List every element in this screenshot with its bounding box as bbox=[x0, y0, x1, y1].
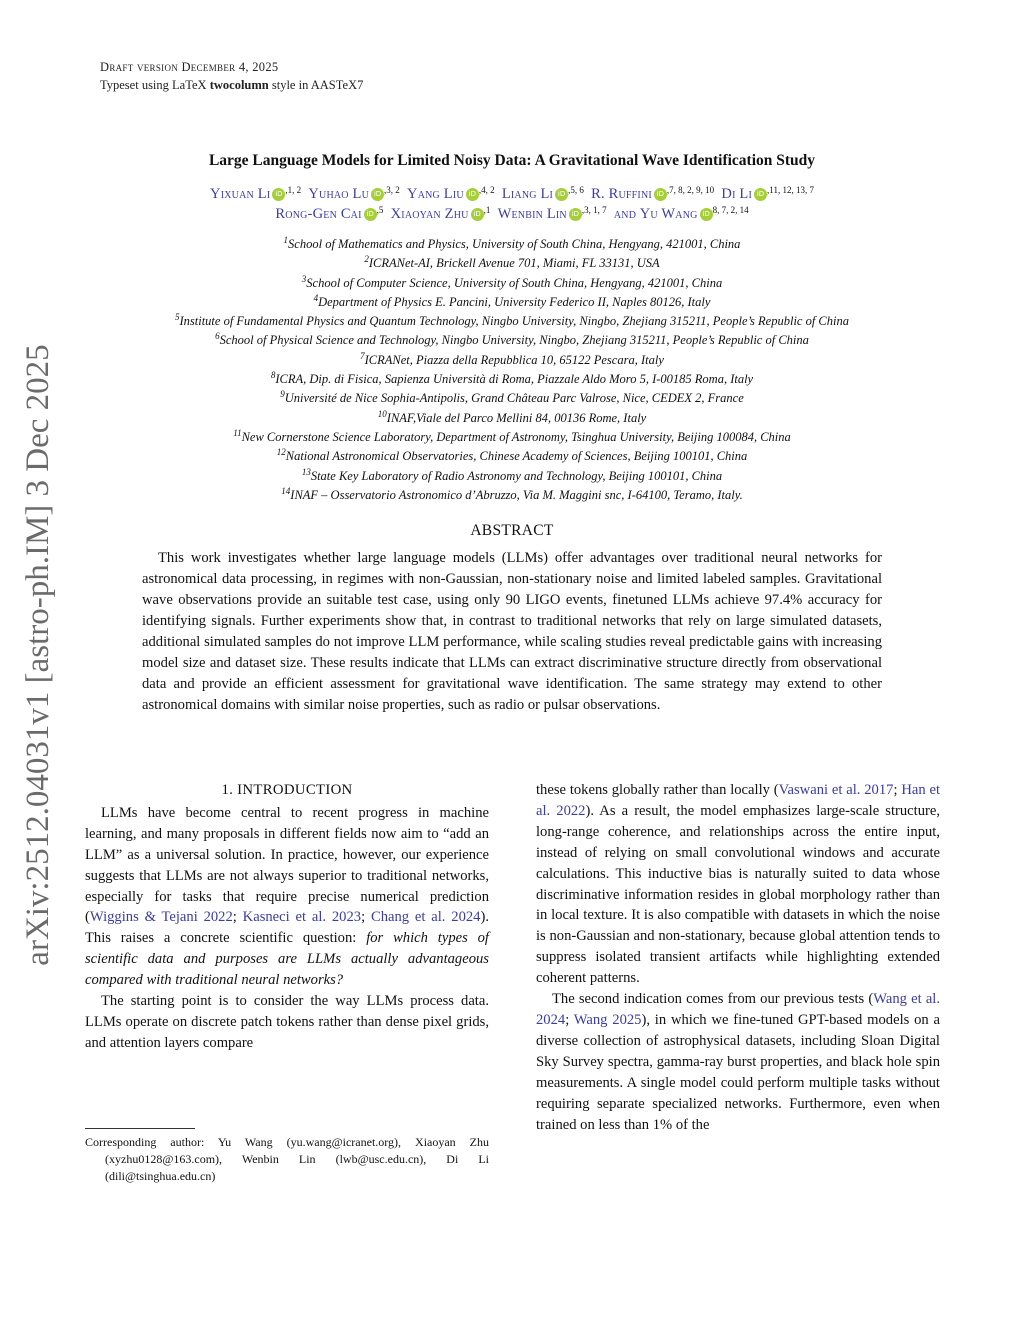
orcid-icon[interactable]: iD bbox=[466, 188, 479, 201]
orcid-icon[interactable]: iD bbox=[700, 208, 713, 221]
author-name[interactable]: Yang Liu bbox=[407, 186, 464, 202]
affiliation-number: 10 bbox=[377, 408, 387, 419]
author-affil-sup: ,5 bbox=[376, 205, 384, 215]
affiliation-text: Institute of Fundamental Physics and Quantum Technology, Ningbo University, Ningbo, Zhejiang 315211, People’s Republic of China bbox=[179, 314, 849, 329]
typeset-style: twocolumn bbox=[209, 78, 269, 92]
author-name[interactable]: Xiaoyan Zhu bbox=[390, 206, 469, 222]
affiliation bbox=[60, 409, 964, 428]
intro-paragraph-1 bbox=[85, 803, 489, 991]
abstract-text: This work investigates whether large language models (LLMs) offer advantages over traditional neural networks for astronomical data processing, in regimes with non-Gaussian, non-stationary noise and limited labeled samples. Gravitational wave observations provide an suitable test case, using only 90 LIGO events, finetuned LLMs achieve 97.4% accuracy for identifying signals. Further experiments show that, in contrast to traditional networks that rely on large simulated datasets, additional simulated samples do not improve LLM performance, while scaling studies reveal predictable gains with increasing model size and dataset size. These results indicate that LLMs can extract discriminative structure directly from observational data and provide an efficient assessment for gravitational wave identification. The same strategy may extend to other astronomical domains with similar noise properties, such as radio or pulsar observations. bbox=[142, 550, 882, 713]
affiliation-text: National Astronomical Observatories, Chinese Academy of Sciences, Beijing 100101, China bbox=[285, 449, 748, 464]
paragraph-text: these tokens globally rather than locally ( bbox=[536, 782, 779, 798]
affiliation-number: 14 bbox=[281, 485, 291, 496]
intro-paragraph-4 bbox=[536, 989, 940, 1135]
author-name[interactable]: Rong-Gen Cai bbox=[275, 206, 362, 222]
affiliation-text: INAF – Osservatorio Astronomico d’Abruzzo, Via M. Maggini snc, I-64100, Teramo, Italy. bbox=[290, 487, 743, 502]
affiliation-text: New Cornerstone Science Laboratory, Department of Astronomy, Tsinghua University, Beijing 100084, China bbox=[241, 429, 791, 444]
affiliation-text: School of Computer Science, University of South China, Hengyang, 421001, China bbox=[306, 275, 723, 290]
affiliation-number: 12 bbox=[276, 447, 286, 458]
affiliation-text: ICRANet-AI, Brickell Avenue 701, Miami, FL 33131, USA bbox=[368, 256, 660, 271]
author-affil-sup: ,11, 12, 13, 7 bbox=[767, 185, 814, 195]
affiliation-text: School of Mathematics and Physics, University of South China, Hengyang, 421001, China bbox=[288, 237, 741, 251]
affiliation-number: 5 bbox=[174, 312, 180, 323]
footnote-rule bbox=[85, 1128, 195, 1129]
draft-header bbox=[100, 58, 363, 94]
orcid-icon[interactable]: iD bbox=[555, 188, 568, 201]
paragraph-text: The second indication comes from our previous tests ( bbox=[552, 991, 874, 1008]
abstract-heading: ABSTRACT bbox=[470, 522, 554, 539]
author-affil-sup: ,3, 2 bbox=[384, 185, 400, 195]
affiliation bbox=[60, 274, 964, 293]
affiliation-number: 1 bbox=[283, 235, 289, 245]
paragraph-text: ). As a result, the model emphasizes large-scale structure, long-range coherence, and relationships across the entire input, instead of relying on small convolutional windows and accurate calculations. This inductive bias is naturally suited to data whose discriminative information resides in global morphology rather than in local texture. It is also compatible with datasets in which the noise is non-Gaussian and non-stationary, because global attention tends to suppress isolated transient artifacts while highlighting extended coherent patterns. bbox=[536, 802, 940, 987]
typeset-suffix: style in AASTeX7 bbox=[268, 78, 364, 92]
affiliation-number: 4 bbox=[313, 292, 319, 303]
citation-separator: ; bbox=[565, 1011, 574, 1028]
author-affil-sup: ,1 bbox=[483, 205, 491, 215]
citation-separator: ; bbox=[361, 909, 371, 926]
typeset-prefix: Typeset using bbox=[100, 78, 173, 92]
author-name[interactable]: Yixuan Li bbox=[210, 186, 271, 202]
affiliation-number: 9 bbox=[280, 389, 285, 400]
orcid-icon[interactable]: iD bbox=[272, 188, 285, 201]
citation-link[interactable]: Chang et al. 2024 bbox=[370, 909, 481, 926]
paragraph-text: ). This raises a concrete scientific question: bbox=[85, 909, 489, 947]
right-column bbox=[536, 780, 940, 1135]
orcid-icon[interactable]: iD bbox=[654, 188, 667, 201]
affiliation-number: 2 bbox=[364, 254, 369, 265]
author-name[interactable]: Yuhao Lu bbox=[308, 186, 370, 202]
orcid-icon[interactable]: iD bbox=[569, 208, 582, 221]
affiliation bbox=[60, 486, 964, 505]
affiliation bbox=[60, 235, 964, 254]
author-affil-sup: ,7, 8, 2, 9, 10 bbox=[666, 185, 715, 195]
author-line-2 bbox=[90, 204, 934, 224]
author-and: and bbox=[613, 206, 637, 222]
orcid-icon[interactable]: iD bbox=[364, 208, 377, 221]
left-column bbox=[85, 780, 489, 1054]
citation-separator: ; bbox=[232, 909, 243, 926]
affiliation-number: 7 bbox=[360, 350, 365, 361]
orcid-icon[interactable]: iD bbox=[371, 188, 384, 201]
arxiv-stamp: arXiv:2512.04031v1 [astro-ph.IM] 3 Dec 2025 bbox=[20, 344, 56, 966]
latex-logo: LaTeX bbox=[172, 78, 207, 92]
intro-paragraph-2: The starting point is to consider the way LLMs process data. LLMs operate on discrete patch tokens rather than dense pixel grids, and attention layers compare bbox=[85, 993, 489, 1051]
citation-separator: ; bbox=[893, 782, 902, 798]
footnote-text: Corresponding author: Yu Wang (yu.wang@icranet.org), Xiaoyan Zhu (xyzhu0128@163.com), Wenbin Lin (lwb@usc.edu.cn), Di Li (dili@tsinghua.edu.cn) bbox=[85, 1135, 489, 1183]
citation-link[interactable]: Han et al. 2022 bbox=[536, 782, 941, 819]
research-question: for which types of scientific data and purposes are LLMs actually advantageous compared with traditional neural networks? bbox=[85, 930, 489, 989]
citation-link[interactable]: Wang 2025 bbox=[573, 1011, 642, 1028]
affiliation-number: 8 bbox=[270, 370, 276, 381]
affiliation bbox=[60, 312, 964, 331]
author-name[interactable]: Wenbin Lin bbox=[497, 206, 567, 222]
affiliation-text: INAF,Viale del Parco Mellini 84, 00136 Rome, Italy bbox=[386, 410, 647, 425]
affiliation bbox=[60, 254, 964, 273]
affiliation-text: Université de Nice Sophia-Antipolis, Grand Château Parc Valrose, Nice, CEDEX 2, France bbox=[284, 391, 744, 406]
author-affil-sup: ,3, 1, 7 bbox=[581, 205, 607, 215]
author-name[interactable]: Yu Wang bbox=[639, 206, 698, 222]
citation-link[interactable]: Wiggins & Tejani 2022 bbox=[89, 909, 233, 926]
affiliation-text: ICRANet, Piazza della Repubblica 10, 65122 Pescara, Italy bbox=[364, 352, 664, 367]
affiliation bbox=[60, 447, 964, 466]
citation-link[interactable]: Vaswani et al. 2017 bbox=[778, 782, 894, 798]
corresponding-author-footnote bbox=[85, 1134, 489, 1184]
affiliation bbox=[60, 370, 964, 389]
author-name[interactable]: Di Li bbox=[721, 186, 753, 202]
affiliation-text: School of Physical Science and Technology, Ningbo University, Ningbo, Zhejiang 315211, People’s Republic of China bbox=[219, 333, 809, 348]
affiliation bbox=[60, 428, 964, 447]
affiliation bbox=[60, 293, 964, 312]
affiliation bbox=[60, 351, 964, 370]
paragraph-text: ), in which we fine-tuned GPT-based models on a diverse collection of astrophysical datasets, including Sloan Digital Sky Survey spectra, gamma-ray burst properties, and black hole spin measurements. A single model could perform multiple tasks without requiring separate specialized networks. Furthermore, even when trained on less than 1% of the bbox=[536, 1011, 940, 1133]
affiliation bbox=[60, 467, 964, 486]
author-affil-sup: ,4, 2 bbox=[478, 185, 495, 195]
affiliation-number: 13 bbox=[301, 466, 311, 477]
affiliation-number: 6 bbox=[215, 331, 220, 342]
author-affil-sup: ,1, 2 bbox=[285, 185, 302, 195]
author-line-1 bbox=[90, 184, 934, 204]
paragraph-text: LLMs have become central to recent progress in machine learning, and many proposals in different fields now aim to “add an LLM” as a universal solution. In practice, however, our experience suggests that LLMs are not always superior to traditional networks, especially for tasks that require precise numerical prediction ( bbox=[85, 804, 489, 926]
section-heading-introduction: 1. INTRODUCTION bbox=[221, 782, 353, 798]
typeset-line bbox=[100, 76, 363, 94]
intro-paragraph-3 bbox=[536, 780, 940, 989]
citation-link[interactable]: Kasneci et al. 2023 bbox=[242, 909, 362, 926]
citation-link[interactable]: Wang et al. 2024 bbox=[536, 991, 940, 1028]
author-name[interactable]: Liang Li bbox=[501, 186, 554, 202]
orcid-icon[interactable]: iD bbox=[754, 188, 767, 201]
draft-version-line: Draft version December 4, 2025 bbox=[100, 60, 279, 74]
affiliation bbox=[60, 389, 964, 408]
affiliation-text: State Key Laboratory of Radio Astronomy and Technology, Beijing 100101, China bbox=[310, 468, 723, 483]
affiliation-text: Department of Physics E. Pancini, University Federico II, Naples 80126, Italy bbox=[318, 294, 711, 309]
paper-title: Large Language Models for Limited Noisy Data: A Gravitational Wave Identification Study bbox=[208, 152, 816, 169]
affiliation-text: ICRA, Dip. di Fisica, Sapienza Università di Roma, Piazzale Aldo Moro 5, I-00185 Roma, Italy bbox=[275, 372, 754, 387]
orcid-icon[interactable]: iD bbox=[471, 208, 484, 221]
affiliation-number: 11 bbox=[233, 427, 242, 438]
author-affil-sup: 8, 7, 2, 14 bbox=[712, 205, 749, 215]
author-list bbox=[90, 184, 934, 224]
author-affil-sup: ,5, 6 bbox=[568, 185, 584, 195]
affiliation bbox=[60, 331, 964, 350]
author-name[interactable]: R. Ruffini bbox=[591, 186, 652, 202]
affiliation-list bbox=[60, 235, 964, 505]
affiliation-number: 3 bbox=[301, 273, 307, 284]
